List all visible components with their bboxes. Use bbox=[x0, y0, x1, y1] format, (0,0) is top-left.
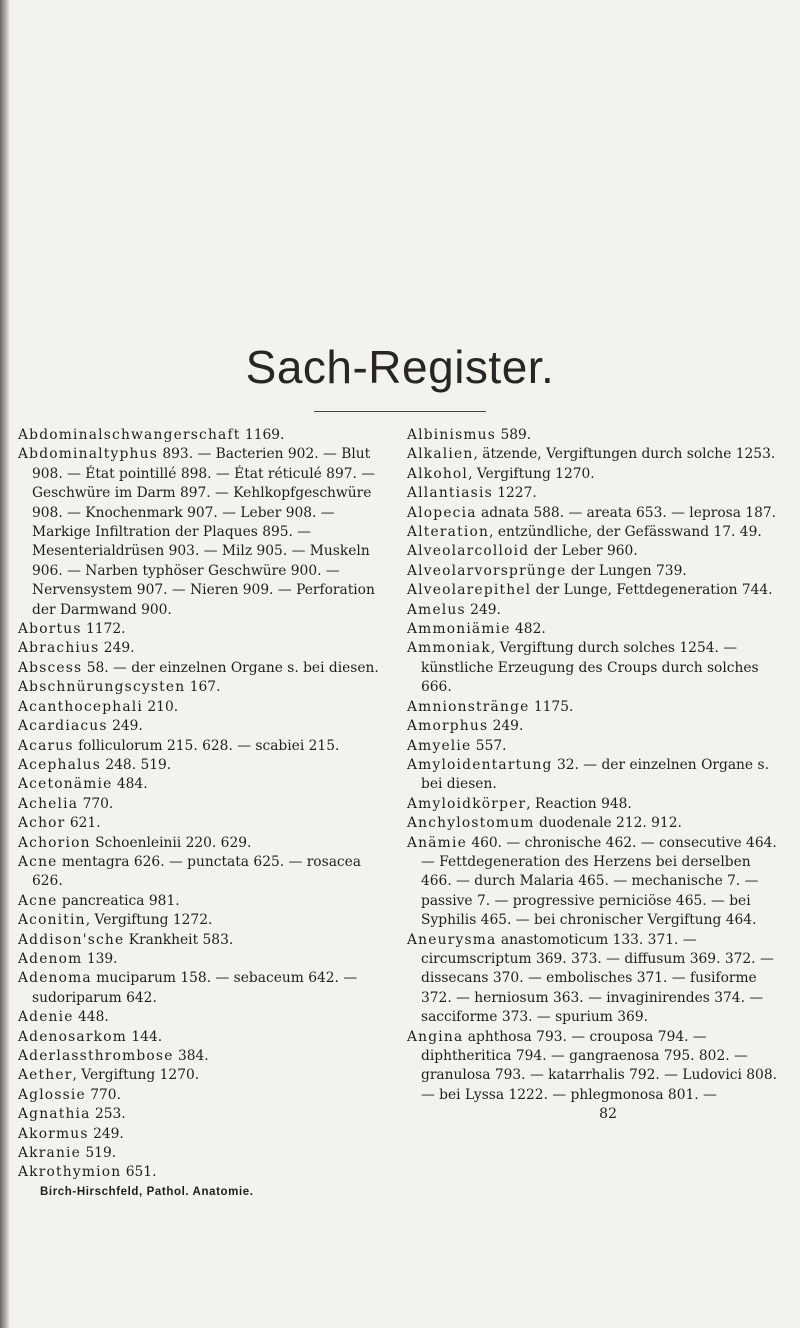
entry-headword: Alteration bbox=[407, 524, 490, 541]
index-entry bbox=[407, 756, 785, 795]
entry-headword: Acanthocephali bbox=[18, 698, 143, 715]
entry-references: 621. bbox=[65, 815, 101, 832]
entry-references: 249. bbox=[88, 1125, 124, 1142]
entry-references: 248. 519. bbox=[100, 756, 172, 773]
entry-references: 1172. bbox=[81, 621, 126, 638]
entry-headword: Acne bbox=[18, 853, 58, 870]
entry-references: 770. bbox=[78, 795, 114, 812]
entry-references: 249. bbox=[488, 718, 524, 735]
entry-headword: Alkohol bbox=[407, 465, 469, 482]
page-edge-shadow bbox=[0, 0, 10, 1328]
entry-headword: Adenom bbox=[18, 950, 83, 967]
entry-headword: Akranie bbox=[18, 1145, 82, 1162]
entry-headword: Alveolarepithel bbox=[407, 582, 532, 599]
entry-references: Schoenleinii 220. 629. bbox=[90, 834, 252, 851]
entry-headword: Achelia bbox=[18, 795, 79, 812]
index-entry bbox=[407, 795, 785, 814]
entry-references: 770. bbox=[85, 1086, 121, 1103]
index-entry bbox=[18, 1028, 392, 1047]
entry-references: Krankheit 583. bbox=[124, 931, 234, 948]
index-entry bbox=[407, 542, 785, 561]
index-entry bbox=[18, 795, 392, 814]
index-entry bbox=[18, 834, 392, 853]
entry-headword: Acephalus bbox=[18, 756, 101, 773]
index-entry bbox=[18, 426, 392, 445]
entry-references: , Vergiftung 1270. bbox=[72, 1067, 200, 1084]
entry-references: mentagra 626. — punctata 625. — rosacea 626. bbox=[32, 853, 362, 890]
entry-headword: Achor bbox=[18, 815, 66, 832]
entry-headword: Acarus bbox=[18, 737, 74, 754]
entry-references: der Lungen 739. bbox=[566, 562, 687, 579]
entry-headword: Amelus bbox=[407, 601, 466, 618]
index-entry bbox=[407, 1028, 785, 1106]
index-entry bbox=[407, 581, 785, 600]
entry-headword: Amnionstränge bbox=[407, 698, 530, 715]
entry-headword: Aderlassthrombose bbox=[18, 1048, 174, 1064]
entry-headword: Amyloidentartung bbox=[407, 756, 553, 773]
index-entry bbox=[407, 698, 785, 717]
entry-headword: Aether bbox=[18, 1067, 73, 1084]
entry-references: 144. bbox=[127, 1028, 163, 1045]
entry-headword: Allantiasis bbox=[407, 485, 493, 502]
index-entry bbox=[18, 445, 392, 620]
entry-references: folliculorum 215. 628. — scabiei 215. bbox=[73, 737, 340, 754]
index-entry bbox=[18, 659, 392, 678]
entry-references: aphthosa 793. — crouposa 794. — diphtheritica 794. — gangraenosa 795. 802. — granulosa 793. — katarrhalis 792. — Ludovici 808. — bei Lyssa 1222. — phlegmonosa 801. — bbox=[421, 1028, 777, 1103]
index-entry bbox=[18, 950, 392, 969]
entry-headword: Anämie bbox=[407, 834, 467, 851]
index-entry bbox=[407, 620, 785, 639]
index-entry bbox=[18, 892, 392, 911]
entry-headword: Akormus bbox=[18, 1125, 89, 1142]
entry-headword: Addison'sche bbox=[18, 931, 125, 948]
index-entry bbox=[18, 698, 392, 717]
title-rule bbox=[314, 411, 486, 412]
index-entry bbox=[407, 737, 785, 756]
entry-headword: Acardiacus bbox=[18, 718, 108, 735]
entry-headword: Abrachius bbox=[18, 640, 100, 657]
entry-references: 249. bbox=[99, 640, 135, 657]
index-entry bbox=[407, 834, 785, 931]
entry-headword: Adenoma bbox=[18, 970, 92, 987]
index-entry bbox=[18, 678, 392, 697]
entry-references: 1169. bbox=[240, 427, 285, 443]
entry-references: 460. — chronische 462. — consecutive 464. — Fettdegeneration des Herzens bei derselben 466. — durch Malaria 465. — mechanische 7. — passive 7. — progressive perniciöse 465. — bei Syphilis 465. — bei chronischer Vergiftung 464. bbox=[421, 834, 777, 929]
index-entry bbox=[407, 562, 785, 581]
entry-references: 651. bbox=[121, 1164, 157, 1181]
entry-references: adnata 588. — areata 653. — leprosa 187. bbox=[476, 504, 777, 521]
entry-references: 482. bbox=[510, 621, 546, 638]
entry-references: 448. bbox=[73, 1009, 109, 1026]
entry-headword: Abschnürungscysten bbox=[18, 679, 186, 696]
entry-headword: Amyloidkörper bbox=[407, 795, 527, 812]
index-entry bbox=[18, 775, 392, 794]
entry-headword: Abdominaltyphus bbox=[18, 446, 158, 463]
entry-headword: Abscess bbox=[18, 659, 83, 676]
entry-references: der Lunge, Fettdegeneration 744. bbox=[531, 582, 773, 599]
index-entry bbox=[18, 717, 392, 736]
index-entry bbox=[18, 969, 392, 1008]
entry-references: 484. bbox=[112, 776, 148, 793]
entry-headword: Alopecia bbox=[407, 504, 477, 521]
entry-references: 589. bbox=[496, 427, 532, 443]
entry-headword: Angina bbox=[407, 1028, 464, 1045]
index-entry bbox=[407, 465, 785, 484]
entry-references: 519. bbox=[81, 1145, 117, 1162]
index-entry bbox=[18, 931, 392, 950]
index-column-right bbox=[407, 426, 785, 1125]
entry-headword: Alveolarcolloid bbox=[407, 543, 530, 560]
entry-headword: Abdominalschwangerschaft bbox=[18, 427, 241, 443]
entry-references: 139. bbox=[82, 950, 118, 967]
entry-headword: Aconitin bbox=[18, 912, 86, 929]
entry-references: 893. — Bacterien 902. — Blut 908. — État pointillé 898. — État réticulé 897. — Geschwüre im Darm 897. — Kehlkopfgeschwüre 908. — Knochenmark 907. — Leber 908. — Markige Infiltration der Plaques 895. — Mesenterialdrüsen 903. — Milz 905. — Muskeln 906. — Narben typhöser Geschwüre 900. — Nervensystem 907. — Nieren 909. — Perforation der Darmwand 900. bbox=[32, 446, 376, 618]
index-entry bbox=[407, 931, 785, 1028]
entry-references: 210. bbox=[143, 698, 179, 715]
entry-headword: Acne bbox=[18, 892, 58, 909]
entry-references: 384. bbox=[173, 1048, 209, 1064]
index-entry bbox=[18, 620, 392, 639]
page-number: 82 bbox=[599, 1106, 617, 1123]
entry-references: 32. — der einzelnen Organe s. bei diesen. bbox=[421, 756, 769, 793]
index-entry bbox=[407, 445, 785, 464]
entry-references: anastomoticum 133. 371. — circumscriptum 369. 373. — diffusum 369. 372. — dissecans 370. — embolisches 371. — fusiforme 372. — herniosum 363. — invaginirendes 374. — sacciforme 373. — spurium 369. bbox=[421, 931, 774, 1026]
entry-headword: Aneurysma bbox=[407, 931, 497, 948]
index-entry bbox=[18, 1163, 392, 1182]
index-entry bbox=[407, 504, 785, 523]
entry-headword: Acetonämie bbox=[18, 776, 113, 793]
entry-references: 249. bbox=[465, 601, 501, 618]
entry-headword: Alveolarvorsprünge bbox=[407, 562, 567, 579]
index-entry bbox=[407, 601, 785, 620]
entry-references: 167. bbox=[185, 679, 221, 696]
index-entry bbox=[18, 911, 392, 930]
index-entry bbox=[18, 1086, 392, 1105]
entry-references: , Vergiftung 1270. bbox=[468, 465, 595, 482]
entry-references: 1175. bbox=[529, 698, 574, 715]
index-entry bbox=[407, 639, 785, 697]
index-entry bbox=[18, 639, 392, 658]
entry-references: 1227. bbox=[492, 485, 537, 502]
index-entry bbox=[18, 737, 392, 756]
entry-references: 58. — der einzelnen Organe s. bei diesen. bbox=[82, 659, 379, 676]
entry-references: , ätzende, Vergiftungen durch solche 1253. bbox=[473, 446, 776, 463]
index-entry bbox=[407, 484, 785, 503]
entry-headword: Akrothymion bbox=[18, 1164, 122, 1181]
page-title: Sach-Register. bbox=[245, 341, 555, 393]
index-entry bbox=[18, 1047, 392, 1066]
entry-headword: Adenosarkom bbox=[18, 1028, 128, 1045]
index-entry bbox=[407, 426, 785, 445]
index-entry bbox=[18, 1008, 392, 1027]
entry-headword: Aglossie bbox=[18, 1086, 86, 1103]
index-entry bbox=[18, 853, 392, 892]
index-entry bbox=[407, 814, 785, 833]
index-column-left bbox=[18, 426, 392, 1202]
index-entry bbox=[18, 1105, 392, 1124]
entry-references: , entzündliche, der Gefässwand 17. 49. bbox=[489, 524, 762, 541]
entry-references: duodenale 212. 912. bbox=[534, 815, 682, 832]
index-entry bbox=[407, 523, 785, 542]
entry-references: pancreatica 981. bbox=[57, 892, 180, 909]
entry-references: 557. bbox=[471, 737, 507, 754]
index-entry bbox=[18, 1066, 392, 1085]
entry-headword: Alkalien bbox=[407, 446, 474, 463]
entry-headword: Adenie bbox=[18, 1009, 74, 1026]
entry-headword: Ammoniak bbox=[407, 640, 491, 657]
entry-headword: Amyelie bbox=[407, 737, 472, 754]
index-entry bbox=[18, 756, 392, 775]
index-entry bbox=[18, 814, 392, 833]
index-entry bbox=[18, 1125, 392, 1144]
entry-references: der Leber 960. bbox=[529, 543, 638, 560]
entry-headword: Ammoniämie bbox=[407, 621, 511, 638]
index-entry bbox=[407, 717, 785, 736]
signature-line: Birch-Hirschfeld, Pathol. Anatomie. bbox=[40, 1185, 254, 1198]
index-entry bbox=[18, 1144, 392, 1163]
entry-references: , Reaction 948. bbox=[526, 795, 632, 812]
entry-references: 253. bbox=[90, 1106, 126, 1123]
entry-headword: Achorion bbox=[18, 834, 91, 851]
entry-headword: Amorphus bbox=[407, 718, 489, 735]
entry-headword: Abortus bbox=[18, 621, 82, 638]
entry-references: 249. bbox=[107, 718, 143, 735]
entry-headword: Agnathia bbox=[18, 1106, 91, 1123]
entry-headword: Anchylostomum bbox=[407, 815, 535, 832]
entry-references: , Vergiftung 1272. bbox=[85, 912, 213, 929]
entry-headword: Albinismus bbox=[407, 427, 497, 443]
entry-references: , Vergiftung durch solches 1254. — künstliche Erzeugung des Croups durch solches 666. bbox=[421, 640, 759, 696]
entry-references: muciparum 158. — sebaceum 642. — sudoriparum 642. bbox=[32, 970, 358, 1006]
